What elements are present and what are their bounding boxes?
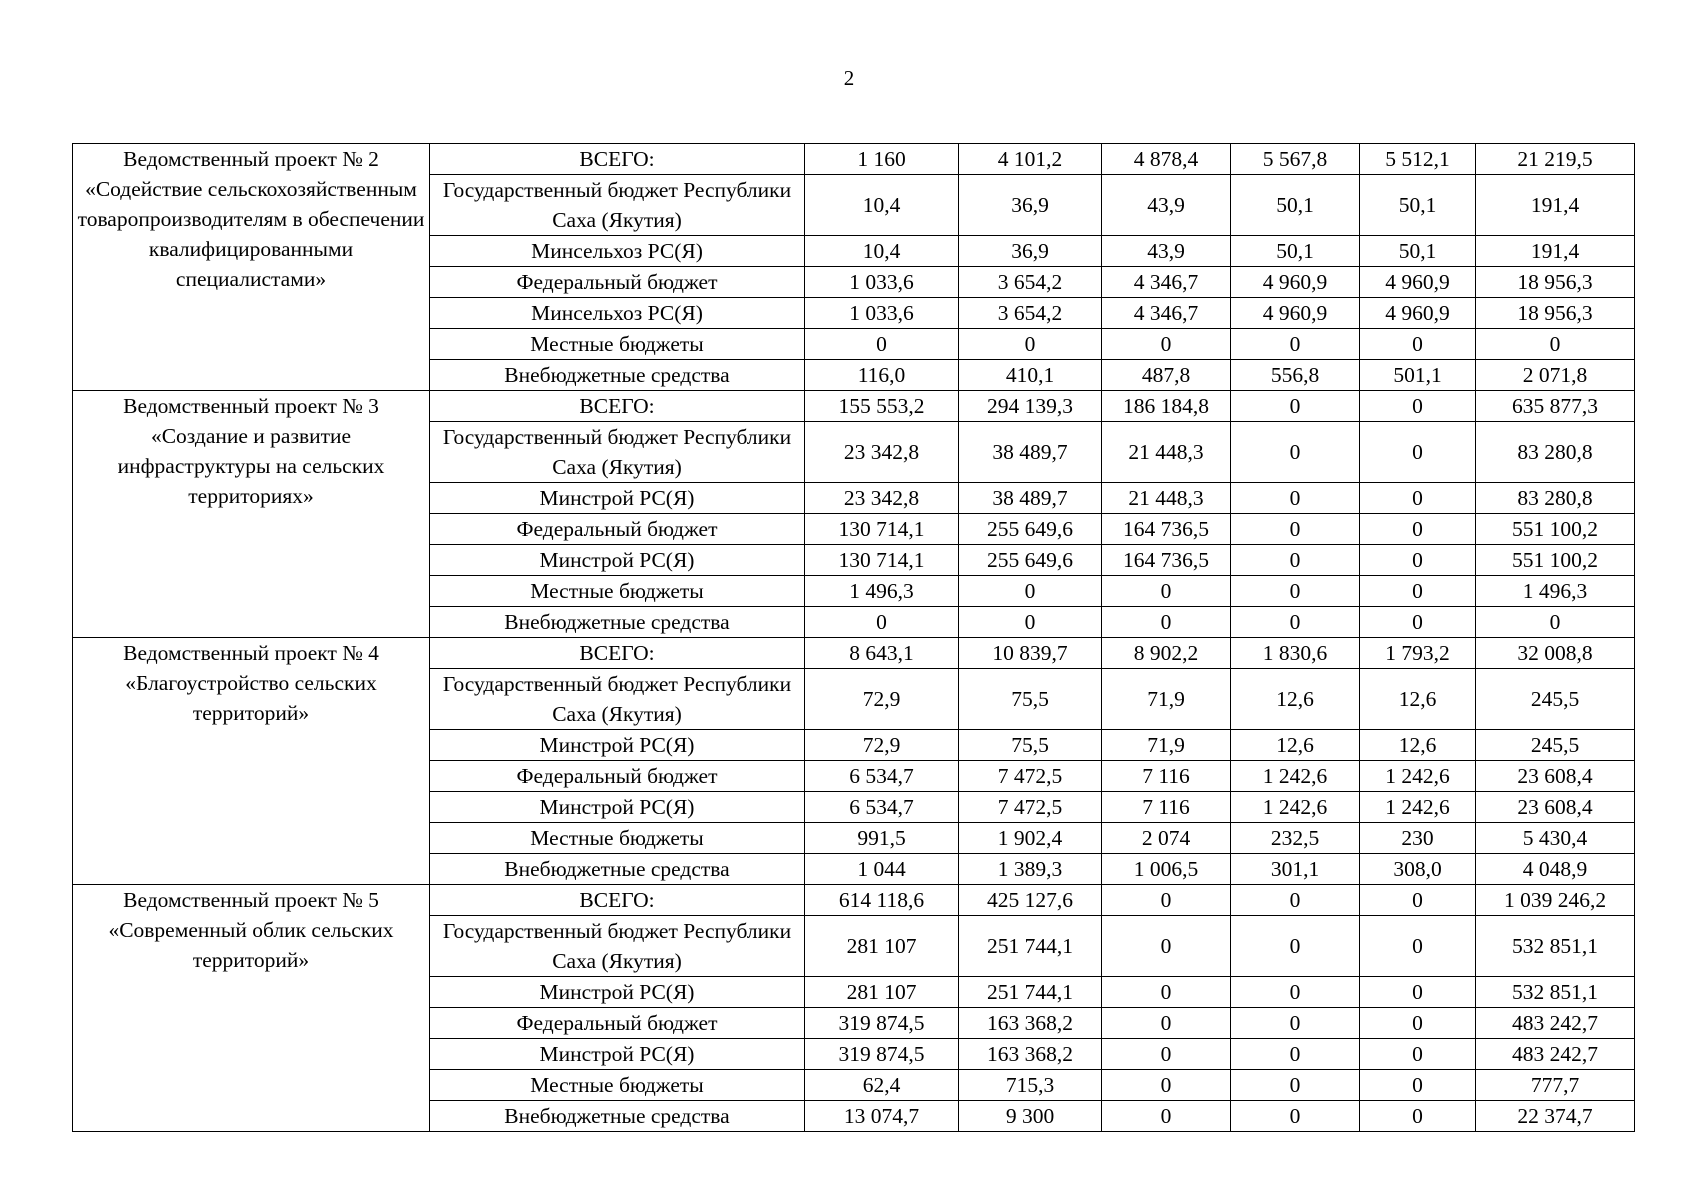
- value-cell: 0: [1102, 977, 1231, 1008]
- total-value-cell: 23 608,4: [1476, 792, 1635, 823]
- total-value-cell: 777,7: [1476, 1070, 1635, 1101]
- value-cell: 12,6: [1231, 730, 1360, 761]
- table-row: [73, 638, 1635, 669]
- total-value-cell: 5 430,4: [1476, 823, 1635, 854]
- total-value-cell: 22 374,7: [1476, 1101, 1635, 1132]
- value-cell: 0: [1102, 1008, 1231, 1039]
- value-cell: 251 744,1: [959, 916, 1102, 977]
- value-cell: 1 160: [805, 144, 959, 175]
- total-value-cell: 191,4: [1476, 175, 1635, 236]
- value-cell: 4 960,9: [1231, 267, 1360, 298]
- value-cell: 71,9: [1102, 730, 1231, 761]
- table-row: [73, 144, 1635, 175]
- value-cell: 0: [959, 607, 1102, 638]
- value-cell: 230: [1360, 823, 1476, 854]
- value-cell: 4 960,9: [1360, 298, 1476, 329]
- total-value-cell: 0: [1476, 607, 1635, 638]
- value-cell: 23 342,8: [805, 422, 959, 483]
- value-cell: 0: [1231, 545, 1360, 576]
- value-cell: 12,6: [1360, 730, 1476, 761]
- value-cell: 75,5: [959, 730, 1102, 761]
- total-value-cell: 83 280,8: [1476, 483, 1635, 514]
- value-cell: 8 643,1: [805, 638, 959, 669]
- value-cell: 410,1: [959, 360, 1102, 391]
- value-cell: 1 389,3: [959, 854, 1102, 885]
- total-value-cell: 21 219,5: [1476, 144, 1635, 175]
- funding-source-cell: Государственный бюджет Республики Саха (Якутия): [430, 669, 805, 730]
- value-cell: 5 512,1: [1360, 144, 1476, 175]
- value-cell: 1 496,3: [805, 576, 959, 607]
- value-cell: 38 489,7: [959, 422, 1102, 483]
- value-cell: 0: [1231, 514, 1360, 545]
- funding-source-cell: Внебюджетные средства: [430, 607, 805, 638]
- total-value-cell: 1 496,3: [1476, 576, 1635, 607]
- funding-source-cell: Внебюджетные средства: [430, 1101, 805, 1132]
- value-cell: 0: [805, 329, 959, 360]
- value-cell: 301,1: [1231, 854, 1360, 885]
- total-value-cell: 0: [1476, 329, 1635, 360]
- total-value-cell: 1 039 246,2: [1476, 885, 1635, 916]
- value-cell: 10 839,7: [959, 638, 1102, 669]
- value-cell: 38 489,7: [959, 483, 1102, 514]
- funding-source-cell: ВСЕГО:: [430, 885, 805, 916]
- value-cell: 164 736,5: [1102, 514, 1231, 545]
- value-cell: 0: [1102, 607, 1231, 638]
- total-value-cell: 83 280,8: [1476, 422, 1635, 483]
- value-cell: 255 649,6: [959, 545, 1102, 576]
- value-cell: 1 793,2: [1360, 638, 1476, 669]
- total-value-cell: 483 242,7: [1476, 1008, 1635, 1039]
- value-cell: 251 744,1: [959, 977, 1102, 1008]
- funding-source-cell: ВСЕГО:: [430, 144, 805, 175]
- value-cell: 1 902,4: [959, 823, 1102, 854]
- table-row: [73, 391, 1635, 422]
- project-title-cell: Ведомственный проект № 4 «Благоустройство сельских территорий»: [73, 638, 430, 885]
- total-value-cell: 191,4: [1476, 236, 1635, 267]
- table-body: [73, 144, 1635, 1132]
- value-cell: 1 006,5: [1102, 854, 1231, 885]
- value-cell: 6 534,7: [805, 792, 959, 823]
- value-cell: 1 242,6: [1360, 792, 1476, 823]
- funding-source-cell: Минстрой РС(Я): [430, 977, 805, 1008]
- value-cell: 6 534,7: [805, 761, 959, 792]
- value-cell: 0: [1360, 885, 1476, 916]
- value-cell: 130 714,1: [805, 514, 959, 545]
- value-cell: 7 472,5: [959, 761, 1102, 792]
- value-cell: 0: [1102, 1070, 1231, 1101]
- value-cell: 163 368,2: [959, 1039, 1102, 1070]
- total-value-cell: 551 100,2: [1476, 514, 1635, 545]
- funding-source-cell: Федеральный бюджет: [430, 267, 805, 298]
- value-cell: 75,5: [959, 669, 1102, 730]
- value-cell: 4 346,7: [1102, 298, 1231, 329]
- value-cell: 0: [1231, 483, 1360, 514]
- value-cell: 0: [1360, 483, 1476, 514]
- page-number: 2: [843, 66, 855, 90]
- total-value-cell: 532 851,1: [1476, 977, 1635, 1008]
- total-value-cell: 551 100,2: [1476, 545, 1635, 576]
- value-cell: 0: [1231, 916, 1360, 977]
- value-cell: 50,1: [1231, 236, 1360, 267]
- funding-source-cell: Минстрой РС(Я): [430, 1039, 805, 1070]
- value-cell: 0: [1102, 1101, 1231, 1132]
- value-cell: 0: [1231, 1039, 1360, 1070]
- project-title-cell: Ведомственный проект № 3 «Создание и развитие инфраструктуры на сельских территориях»: [73, 391, 430, 638]
- value-cell: 501,1: [1360, 360, 1476, 391]
- total-value-cell: 245,5: [1476, 730, 1635, 761]
- value-cell: 23 342,8: [805, 483, 959, 514]
- funding-source-cell: Федеральный бюджет: [430, 761, 805, 792]
- value-cell: 43,9: [1102, 236, 1231, 267]
- funding-source-cell: Государственный бюджет Республики Саха (Якутия): [430, 175, 805, 236]
- total-value-cell: 532 851,1: [1476, 916, 1635, 977]
- total-value-cell: 245,5: [1476, 669, 1635, 730]
- value-cell: 3 654,2: [959, 267, 1102, 298]
- value-cell: 1 242,6: [1231, 792, 1360, 823]
- value-cell: 1 242,6: [1231, 761, 1360, 792]
- value-cell: 3 654,2: [959, 298, 1102, 329]
- value-cell: 7 116: [1102, 761, 1231, 792]
- value-cell: 0: [1231, 977, 1360, 1008]
- value-cell: 50,1: [1360, 236, 1476, 267]
- value-cell: 0: [1360, 391, 1476, 422]
- funding-source-cell: Минсельхоз РС(Я): [430, 236, 805, 267]
- value-cell: 50,1: [1360, 175, 1476, 236]
- value-cell: 0: [805, 607, 959, 638]
- value-cell: 4 878,4: [1102, 144, 1231, 175]
- value-cell: 1 830,6: [1231, 638, 1360, 669]
- value-cell: 0: [1231, 329, 1360, 360]
- funding-source-cell: Минстрой РС(Я): [430, 545, 805, 576]
- value-cell: 2 074: [1102, 823, 1231, 854]
- value-cell: 163 368,2: [959, 1008, 1102, 1039]
- value-cell: 0: [1231, 391, 1360, 422]
- value-cell: 281 107: [805, 916, 959, 977]
- value-cell: 10,4: [805, 236, 959, 267]
- value-cell: 0: [1231, 1070, 1360, 1101]
- funding-source-cell: Местные бюджеты: [430, 329, 805, 360]
- value-cell: 12,6: [1360, 669, 1476, 730]
- funding-source-cell: Минстрой РС(Я): [430, 730, 805, 761]
- total-value-cell: 4 048,9: [1476, 854, 1635, 885]
- value-cell: 0: [1102, 885, 1231, 916]
- funding-source-cell: Внебюджетные средства: [430, 854, 805, 885]
- value-cell: 0: [1231, 422, 1360, 483]
- project-title-cell: Ведомственный проект № 5 «Современный облик сельских территорий»: [73, 885, 430, 1132]
- value-cell: 0: [1360, 977, 1476, 1008]
- funding-source-cell: Федеральный бюджет: [430, 1008, 805, 1039]
- project-title-cell: Ведомственный проект № 2 «Содействие сельскохозяйственным товаропроизводителям в обеспечении квалифицированными специалистами»: [73, 144, 430, 391]
- funding-source-cell: Государственный бюджет Республики Саха (Якутия): [430, 422, 805, 483]
- funding-source-cell: ВСЕГО:: [430, 391, 805, 422]
- value-cell: 4 101,2: [959, 144, 1102, 175]
- value-cell: 0: [1360, 1070, 1476, 1101]
- funding-source-cell: Местные бюджеты: [430, 1070, 805, 1101]
- total-value-cell: 32 008,8: [1476, 638, 1635, 669]
- value-cell: 0: [1360, 1101, 1476, 1132]
- total-value-cell: 18 956,3: [1476, 267, 1635, 298]
- value-cell: 12,6: [1231, 669, 1360, 730]
- value-cell: 487,8: [1102, 360, 1231, 391]
- value-cell: 0: [1360, 545, 1476, 576]
- budget-table: [72, 143, 1635, 1132]
- value-cell: 255 649,6: [959, 514, 1102, 545]
- value-cell: 0: [1231, 885, 1360, 916]
- value-cell: 21 448,3: [1102, 422, 1231, 483]
- value-cell: 0: [1360, 916, 1476, 977]
- value-cell: 0: [1102, 1039, 1231, 1070]
- value-cell: 319 874,5: [805, 1008, 959, 1039]
- value-cell: 0: [1231, 607, 1360, 638]
- funding-source-cell: Минстрой РС(Я): [430, 483, 805, 514]
- value-cell: 4 960,9: [1231, 298, 1360, 329]
- value-cell: 186 184,8: [1102, 391, 1231, 422]
- value-cell: 0: [1360, 1008, 1476, 1039]
- value-cell: 0: [1102, 916, 1231, 977]
- funding-source-cell: Федеральный бюджет: [430, 514, 805, 545]
- value-cell: 0: [1360, 576, 1476, 607]
- value-cell: 0: [1360, 329, 1476, 360]
- value-cell: 36,9: [959, 236, 1102, 267]
- funding-source-cell: Внебюджетные средства: [430, 360, 805, 391]
- value-cell: 0: [1360, 607, 1476, 638]
- value-cell: 7 472,5: [959, 792, 1102, 823]
- value-cell: 0: [1102, 329, 1231, 360]
- funding-source-cell: Местные бюджеты: [430, 823, 805, 854]
- funding-source-cell: Местные бюджеты: [430, 576, 805, 607]
- total-value-cell: 2 071,8: [1476, 360, 1635, 391]
- value-cell: 1 242,6: [1360, 761, 1476, 792]
- value-cell: 0: [1102, 576, 1231, 607]
- value-cell: 72,9: [805, 669, 959, 730]
- value-cell: 130 714,1: [805, 545, 959, 576]
- value-cell: 0: [1231, 576, 1360, 607]
- total-value-cell: 23 608,4: [1476, 761, 1635, 792]
- value-cell: 1 033,6: [805, 298, 959, 329]
- value-cell: 8 902,2: [1102, 638, 1231, 669]
- value-cell: 21 448,3: [1102, 483, 1231, 514]
- value-cell: 72,9: [805, 730, 959, 761]
- total-value-cell: 18 956,3: [1476, 298, 1635, 329]
- value-cell: 614 118,6: [805, 885, 959, 916]
- value-cell: 1 033,6: [805, 267, 959, 298]
- value-cell: 0: [1360, 514, 1476, 545]
- value-cell: 425 127,6: [959, 885, 1102, 916]
- value-cell: 232,5: [1231, 823, 1360, 854]
- value-cell: 0: [1360, 422, 1476, 483]
- value-cell: 4 960,9: [1360, 267, 1476, 298]
- value-cell: 9 300: [959, 1101, 1102, 1132]
- value-cell: 308,0: [1360, 854, 1476, 885]
- value-cell: 116,0: [805, 360, 959, 391]
- value-cell: 0: [1231, 1101, 1360, 1132]
- funding-source-cell: Государственный бюджет Республики Саха (Якутия): [430, 916, 805, 977]
- value-cell: 36,9: [959, 175, 1102, 236]
- value-cell: 71,9: [1102, 669, 1231, 730]
- total-value-cell: 635 877,3: [1476, 391, 1635, 422]
- value-cell: 715,3: [959, 1070, 1102, 1101]
- value-cell: 7 116: [1102, 792, 1231, 823]
- value-cell: 319 874,5: [805, 1039, 959, 1070]
- table-row: [73, 885, 1635, 916]
- value-cell: 50,1: [1231, 175, 1360, 236]
- value-cell: 0: [959, 329, 1102, 360]
- funding-source-cell: Минсельхоз РС(Я): [430, 298, 805, 329]
- funding-source-cell: ВСЕГО:: [430, 638, 805, 669]
- value-cell: 10,4: [805, 175, 959, 236]
- value-cell: 43,9: [1102, 175, 1231, 236]
- value-cell: 281 107: [805, 977, 959, 1008]
- value-cell: 62,4: [805, 1070, 959, 1101]
- value-cell: 0: [1231, 1008, 1360, 1039]
- value-cell: 4 346,7: [1102, 267, 1231, 298]
- value-cell: 294 139,3: [959, 391, 1102, 422]
- value-cell: 991,5: [805, 823, 959, 854]
- total-value-cell: 483 242,7: [1476, 1039, 1635, 1070]
- value-cell: 13 074,7: [805, 1101, 959, 1132]
- value-cell: 155 553,2: [805, 391, 959, 422]
- value-cell: 5 567,8: [1231, 144, 1360, 175]
- value-cell: 0: [1360, 1039, 1476, 1070]
- value-cell: 556,8: [1231, 360, 1360, 391]
- value-cell: 164 736,5: [1102, 545, 1231, 576]
- value-cell: 0: [959, 576, 1102, 607]
- value-cell: 1 044: [805, 854, 959, 885]
- funding-source-cell: Минстрой РС(Я): [430, 792, 805, 823]
